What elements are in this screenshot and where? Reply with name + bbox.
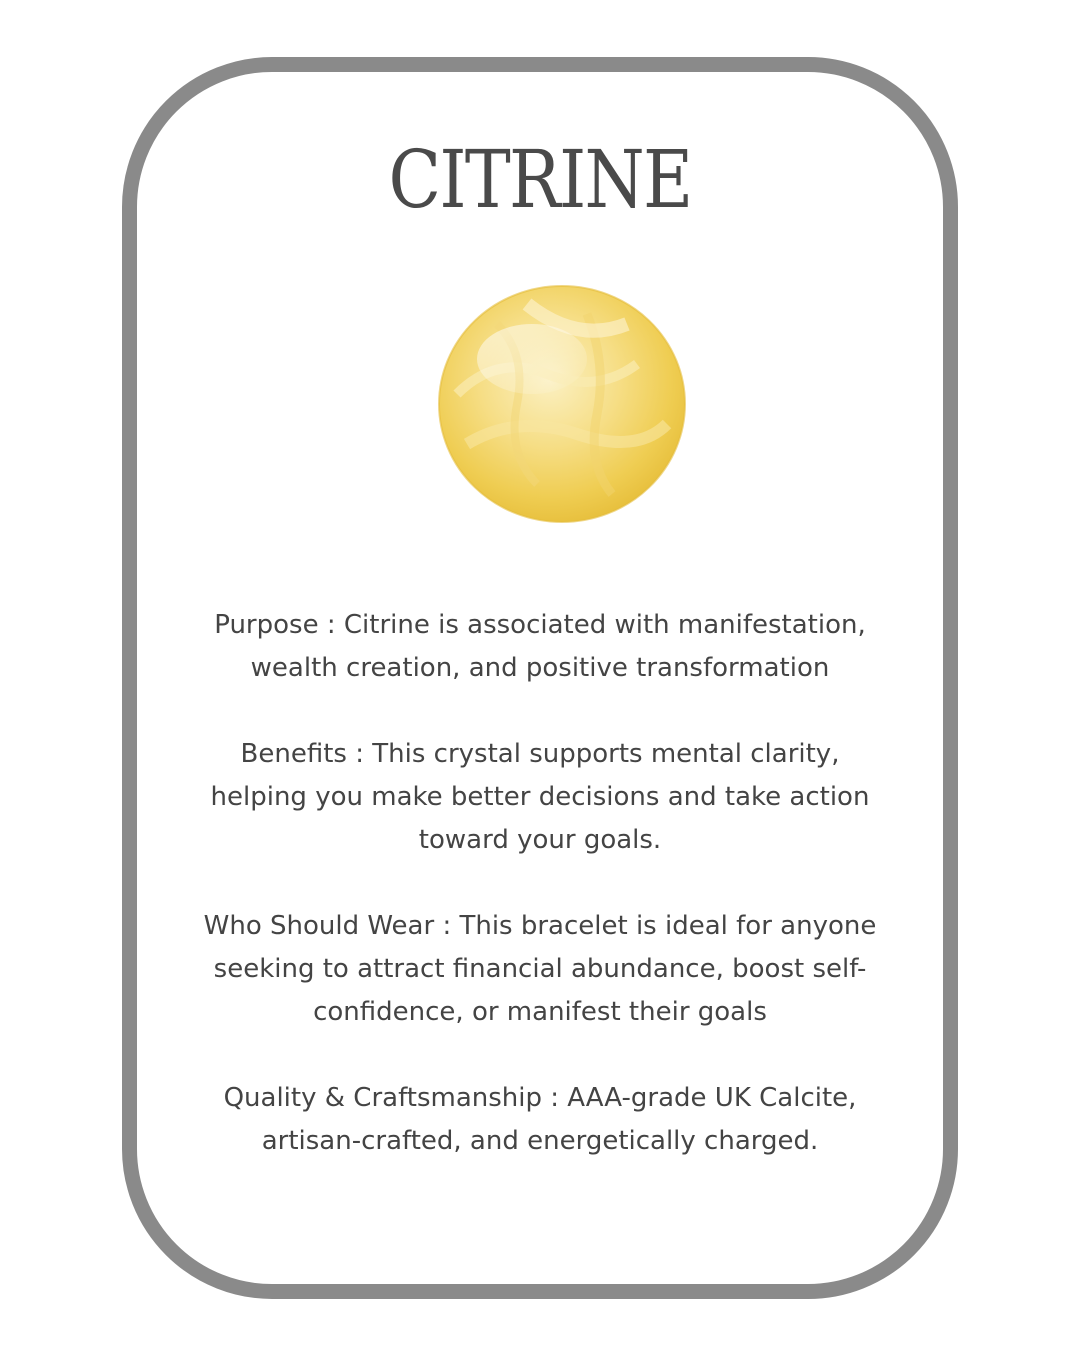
who-should-wear-text: This bracelet is ideal for anyone seeking to attract financial abundance, boost self-confidence, or manifest their goals [213, 911, 877, 1027]
who-should-wear-paragraph [200, 905, 880, 1034]
quality-label: Quality & Craftsmanship : [223, 1083, 560, 1113]
purpose-paragraph [200, 604, 880, 690]
citrine-stone-icon [437, 284, 687, 524]
quality-text: AAA-grade UK Calcite, artisan-crafted, and energetically charged. [261, 1083, 857, 1156]
purpose-label: Purpose : [214, 610, 336, 640]
purpose-text: Citrine is associated with manifestation, wealth creation, and positive transformation [250, 610, 866, 683]
quality-paragraph [200, 1077, 880, 1163]
benefits-text: This crystal supports mental clarity, helping you make better decisions and take action toward your goals. [210, 739, 870, 855]
benefits-label: Benefits : [240, 739, 364, 769]
crystal-info [200, 604, 880, 1163]
page-title: CITRINE [388, 133, 692, 226]
who-should-wear-label: Who Should Wear : [203, 911, 452, 941]
benefits-paragraph [200, 733, 880, 862]
